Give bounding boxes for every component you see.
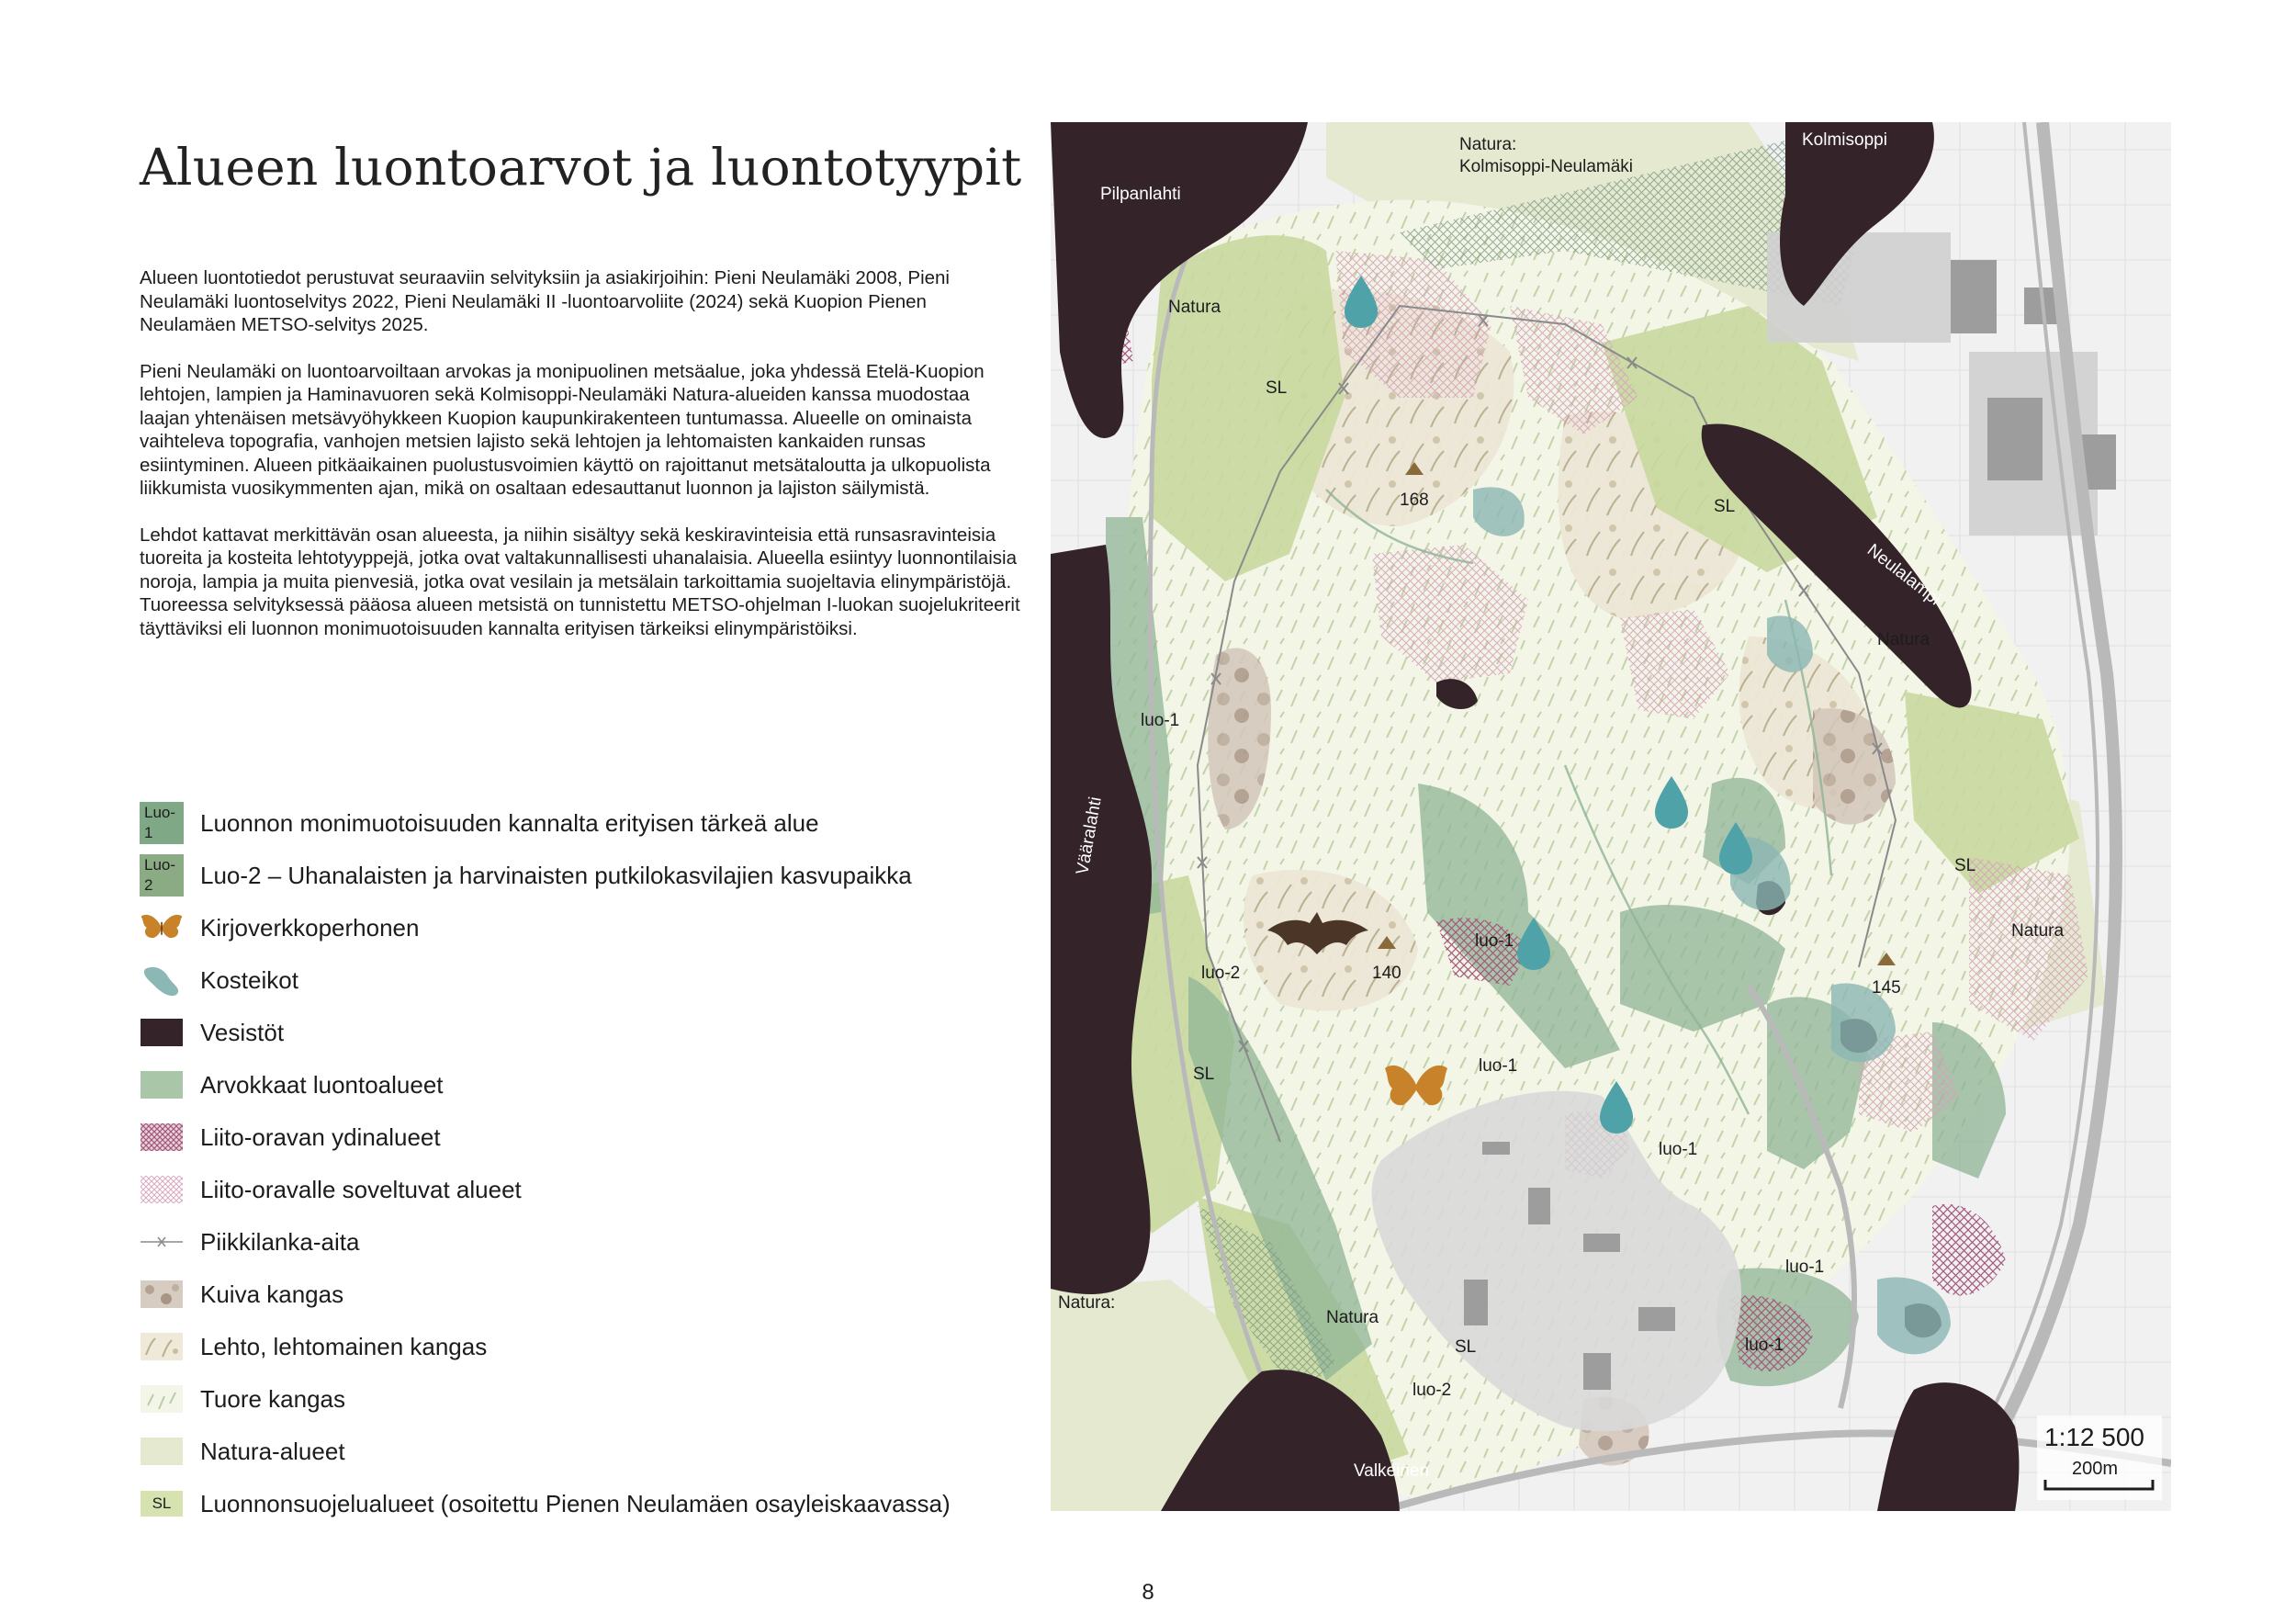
label-sl-ne: SL [1714, 497, 1736, 516]
natura-swatch [140, 1438, 184, 1465]
label-luo1-se2: luo-1 [1745, 1336, 1784, 1355]
label-pilpanlahti: Pilpanlahti [1100, 185, 1181, 204]
nature-values-map [1051, 122, 2171, 1511]
legend-label: Piikkilanka-aita [200, 1227, 360, 1256]
legend-label: Arvokkaat luontoalueet [200, 1070, 444, 1099]
wetland-icon [140, 966, 184, 994]
legend-label: Luonnonsuojelualueet (osoitettu Pienen Neulamäen osayleiskaavassa) [200, 1489, 951, 1517]
label-sl-east: SL [1954, 856, 1976, 875]
legend-item-water [140, 1014, 284, 1051]
label-vaaralahti: Vääralahti [1073, 795, 1106, 876]
label-natura-nw: Natura [1168, 298, 1221, 317]
legend-item-luo2 [140, 857, 912, 894]
label-sl-nw: SL [1266, 378, 1288, 398]
intro-paragraph-2: Pieni Neulamäki on luontoarvoiltaan arvokas ja monipuolinen metsäalue, joka yhdessä Etelä-Kuopion lehtojen, lampien ja Haminavuoren sekä Kolmisoppi-Neulamäki Natura-alueiden kanssa muodostaa laajan yhtenäisen metsävyöhykkeen Kuopion kaupunkirakenteen tuntumassa. Alueelle on ominaista vaihteleva topografia, vanhojen metsien lajisto sekä lehtojen ja lehtomaisten kankaiden runsas esiintyminen. Alueen pitkäaikainen puolustusvoimien käyttö on rajoittanut metsätaloutta ja ulkopuolista liikkumista vuosikymmenten ajan, mikä on osaltaan edesauttanut luonnon ja lajiston säilymistä. [140, 360, 991, 499]
peak-145-label: 145 [1872, 978, 1901, 998]
flying-squirrel-core-hatch [140, 1123, 184, 1151]
label-natura-ne: Natura [1877, 630, 1930, 649]
label-luo2-south: luo-2 [1412, 1381, 1452, 1400]
legend-label: Lehto, lehtomainen kangas [200, 1332, 488, 1360]
scale-bar-label: 200m [2072, 1459, 2119, 1479]
peak-168-label: 168 [1400, 491, 1429, 510]
label-natura-kolmisoppi-2: Kolmisoppi-Neulamäki [1459, 157, 1634, 176]
butterfly-icon [140, 914, 184, 942]
label-natura-east: Natura [2011, 921, 2065, 941]
legend-item-barbed-wire [140, 1224, 359, 1260]
label-sl-south: SL [1455, 1337, 1477, 1357]
dry-heath-swatch [140, 1280, 184, 1308]
valuable-nature-swatch [140, 1071, 184, 1099]
legend-label: Liito-oravan ydinalueet [200, 1122, 441, 1151]
label-natura-sw: Natura: [1058, 1293, 1116, 1313]
map-canvas [1051, 122, 2171, 1511]
legend-item-sl [140, 1485, 951, 1522]
label-luo2-west: luo-2 [1201, 964, 1241, 983]
intro-paragraph-3: Lehdot kattavat merkittävän osan alueesta, ja niihin sisältyy sekä keskiravinteisia että runsasravinteisia tuoreita ja kosteita lehtotyyppejä, jotka ovat valtakunnallisesti uhanalaisia. Alueella esiintyy luonnontilaisia noroja, lampia ja muita pienvesiä, jotka ovat vesilain ja metsälain tarkoittamia suojeltavia elinympäristöjä. Tuoreessa selvityksessä pääosa alueen metsistä on tunnistettu METSO-ohjelman I-luokan suojelukriteerit täyttäviksi eli luonnon monimuotoisuuden kannalta erityisen tärkeiksi elinympäristöiksi. [140, 524, 1020, 639]
grove-swatch [140, 1333, 184, 1360]
label-neulalampi: Neulalampi [1863, 540, 1944, 610]
peak-140-label: 140 [1372, 964, 1401, 983]
label-natura-kolmisoppi-1: Natura: [1459, 135, 1517, 154]
luo2-chip: Luo-2 [140, 862, 184, 889]
legend-label: Luonnon monimuotoisuuden kannalta erityisen tärkeä alue [200, 808, 819, 837]
scale-ratio: 1:12 500 [2044, 1423, 2144, 1451]
legend-item-grove [140, 1328, 487, 1365]
flying-squirrel-suitable-hatch [140, 1176, 184, 1203]
label-luo1-center: luo-1 [1475, 931, 1514, 951]
label-kolmisoppi: Kolmisoppi [1802, 130, 1887, 150]
scale-bar [2037, 1415, 2162, 1500]
legend-label: Vesistöt [200, 1018, 285, 1046]
page-number: 8 [1142, 1580, 1154, 1605]
page-title: Alueen luontoarvot ja luontotyypit [140, 138, 1022, 197]
label-luo1-west: luo-1 [1141, 711, 1180, 730]
intro-paragraph-1: Alueen luontotiedot perustuvat seuraaviin selvityksiin ja asiakirjoihin: Pieni Neulamäki 2008, Pieni Neulamäki luontoselvitys 2022, Pieni Neulamäki II -luontoarvoliite (2024) sekä Kuopion Pienen Neulamäen METSO-selvitys 2025. [140, 267, 950, 335]
label-luo1-mid: luo-1 [1479, 1056, 1518, 1076]
legend-label: Kirjoverkkoperhonen [200, 913, 420, 942]
legend-label: Tuore kangas [200, 1384, 346, 1413]
fresh-heath-swatch [140, 1385, 184, 1413]
water-swatch [140, 1019, 184, 1046]
label-luo1-south: luo-1 [1659, 1140, 1698, 1159]
legend-label: Natura-alueet [200, 1437, 345, 1465]
legend-item-butterfly [140, 909, 419, 946]
legend-label: Liito-oravalle soveltuvat alueet [200, 1175, 522, 1203]
legend-item-fresh-heath [140, 1381, 345, 1417]
legend-label: Kuiva kangas [200, 1280, 344, 1308]
label-sl-west: SL [1193, 1065, 1215, 1084]
legend-item-natura [140, 1433, 345, 1470]
legend-item-squirrel-suitable [140, 1171, 522, 1208]
legend-item-luo1 [140, 805, 819, 841]
legend-item-dry-heath [140, 1276, 343, 1313]
legend-label: Kosteikot [200, 965, 298, 994]
label-luo1-se1: luo-1 [1785, 1257, 1825, 1277]
sl-chip: SL [140, 1490, 184, 1517]
legend-item-wetland [140, 962, 298, 998]
legend-label: Luo-2 – Uhanalaisten ja harvinaisten putkilokasvilajien kasvupaikka [200, 861, 912, 889]
luo1-chip: Luo-1 [140, 809, 184, 837]
label-natura-south: Natura [1326, 1308, 1379, 1327]
legend-item-valuable [140, 1066, 444, 1103]
intro-text [140, 266, 1021, 663]
barbed-wire-line [140, 1228, 184, 1256]
label-valkeinen: Valkeinen [1354, 1461, 1430, 1481]
legend-item-squirrel-core [140, 1119, 441, 1156]
